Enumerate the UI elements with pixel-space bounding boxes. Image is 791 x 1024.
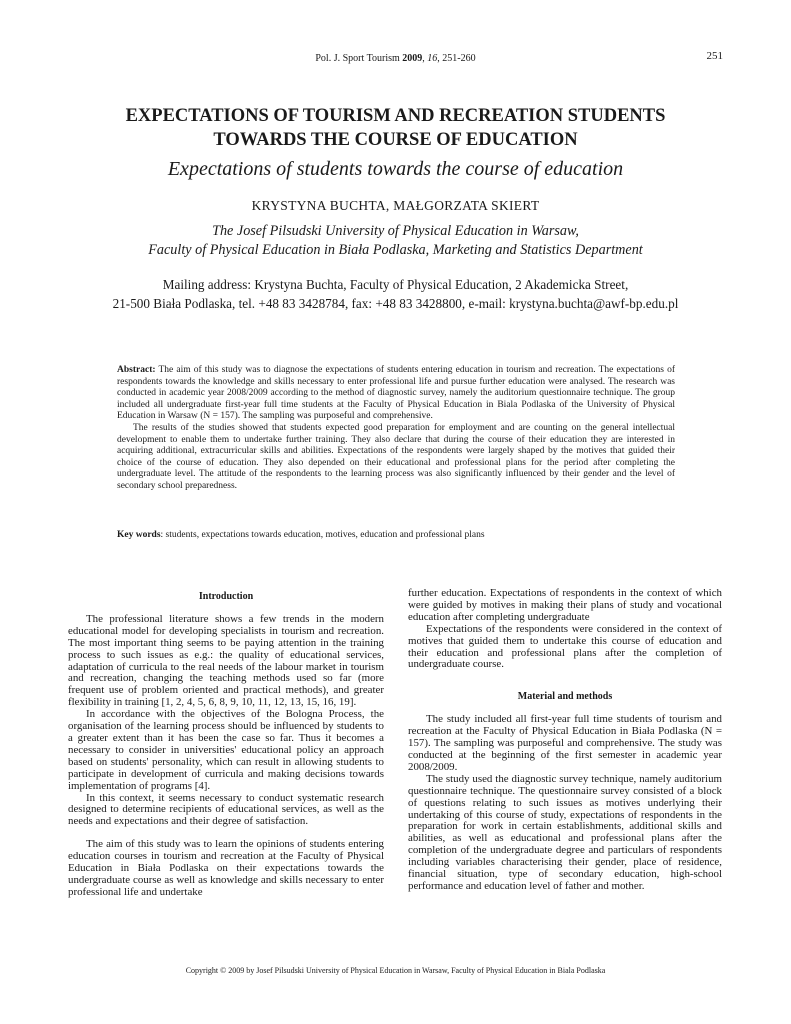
- intro-paragraph-2: In accordance with the objectives of the Bologna Process, the organisation of the learning process should be influenced by students to a greater extent than it has been the case so far. Thus it becomes a necessary to consider in universities' educational policy an approach based on students' personality, which can result in allowing students to participate in development of curricula and making decisions towards implementation of programs [4].: [68, 708, 384, 792]
- intro-paragraph-4: The aim of this study was to learn the opinions of students entering education courses in tourism and recreation at the Faculty of Physical Education in Biała Podlaska on their expectations towards the undergraduate course as well as knowledge and skills necessary to enter professional life and undertake: [68, 838, 384, 898]
- journal-name: Pol. J. Sport Tourism: [315, 53, 403, 64]
- abstract-label: Abstract:: [117, 365, 156, 375]
- intro-paragraph-3: In this context, it seems necessary to conduct systematic research designed to determine recipients of educational services, as well as the needs and expectations and their degree of satisfaction.: [68, 791, 384, 828]
- mailing-line-2: 21-500 Biała Podlaska, tel. +48 83 3428784, fax: +48 83 3428800, e-mail: krystyna.buchta@awf-bp.edu.pl: [112, 296, 679, 311]
- methods-paragraph-2: The study used the diagnostic survey technique, namely auditorium questionnaire technique. The questionnaire survey consisted of a block of questions relating to such issues as motives underlying their undertaking of this course of study, expectations of respondents in the preparation for work in certain establishments, additional skills and abilities, as well as educational and professional plans after the completion of the undergraduate degree and particulars of respondents including variables characterising their gender, place of residence, financial situation, type of secondary education, high-school performance and education level of father and mother.: [408, 772, 722, 892]
- journal-volume: 16: [427, 53, 438, 64]
- abstract: [117, 365, 675, 493]
- right-column: [408, 588, 722, 893]
- intro-paragraph-1: The professional literature shows a few trends in the modern educational model for developing specialists in tourism and recreation. The most important thing seems to be paying attention in the training process to such issues as e.g.: the quality of educational services, adaptation of curricula to the real needs of the labour market in tourism and recreation, changing the teaching methods used so far (more frequent use of problem oriented and practical methods), and greater flexibility in training [1, 2, 4, 5, 6, 8, 9, 10, 11, 12, 13, 15, 16, 19].: [68, 612, 384, 709]
- paper-subtitle: Expectations of students towards the course of education: [167, 158, 624, 180]
- page-number: 251: [706, 50, 723, 62]
- methods-heading: Material and methods: [517, 691, 613, 703]
- intro-paragraph-4-continued: further education. Expectations of respondents in the context of which were guided by motives in making their plans of study and vocational education after completing undergraduate: [408, 587, 722, 623]
- intro-paragraph-5: Expectations of the respondents were considered in the context of motives that guided them to undertake this course of education and their education and professional plans after the completion of undergraduate course.: [408, 622, 722, 671]
- affiliation: [40, 222, 751, 260]
- mailing-address: [30, 275, 761, 313]
- abstract-paragraph-1: [117, 365, 675, 423]
- title-line-1: EXPECTATIONS OF TOURISM AND RECREATION STUDENTS: [125, 106, 666, 126]
- authors: KRYSTYNA BUCHTA, MAŁGORZATA SKIERT: [251, 198, 540, 213]
- introduction-heading: Introduction: [198, 591, 254, 602]
- journal-year: 2009: [402, 53, 423, 64]
- abstract-text-1: The aim of this study was to diagnose the expectations of students entering education in tourism and recreation. The expectations of respondents towards the knowledge and skills necessary to enter professional life and pursue further education were analysed. The research was conducted in academic year 2008/2009 according to the method of diagnostic survey, namely the auditorium questionnaire technique. The group included all undergraduate first-year full time students at the Faculty of Physical Education in Biala Podlaska of the University of Physical Education in Warsaw (N = 157). The sampling was purposeful and comprehensive.: [117, 365, 675, 422]
- affiliation-line-2: Faculty of Physical Education in Biała Podlaska, Marketing and Statistics Department: [148, 242, 643, 258]
- mailing-line-1: Mailing address: Krystyna Buchta, Faculty of Physical Education, 2 Akademicka Street,: [162, 277, 629, 292]
- copyright-footer: Copyright © 2009 by Josef Pilsudski University of Physical Education in Warsaw, Faculty of Physical Education in Biala Podlaska: [185, 966, 606, 975]
- affiliation-line-1: The Josef Pilsudski University of Physical Education in Warsaw,: [212, 223, 579, 239]
- keywords-text: : students, expectations towards education, motives, education and professional plans: [160, 530, 485, 540]
- methods-paragraph-1: The study included all first-year full time students of tourism and recreation at the Faculty of Physical Education in Biała Podlaska (N = 157). The sampling was purposeful and comprehensive. The study was conducted at the beginning of the first semester in academic year 2008/2009.: [408, 713, 722, 773]
- left-column: [68, 591, 384, 899]
- abstract-paragraph-2: The results of the studies showed that students expected good preparation for employment and are counting on the general intellectual development to enable them to undertake further training. They also declare that during the course of their education they are interested in acquiring additional, extracurricular skills and abilities. Expectations of the respondents were largely shaped by the motives that guided their choice of the course of education. They also depended on their educational and professional plans for the period after completing the undergraduate level. The attitude of the respondents to the learning process was also significantly influenced by their gender and the level of secondary school preparedness.: [117, 422, 675, 491]
- keywords: [117, 530, 675, 542]
- journal-sep: ,: [422, 53, 428, 64]
- title-line-2: TOWARDS THE COURSE OF EDUCATION: [213, 130, 578, 150]
- paper-title: [60, 104, 731, 152]
- keywords-label: Key words: [117, 530, 161, 540]
- journal-pages: , 251-260: [437, 53, 476, 64]
